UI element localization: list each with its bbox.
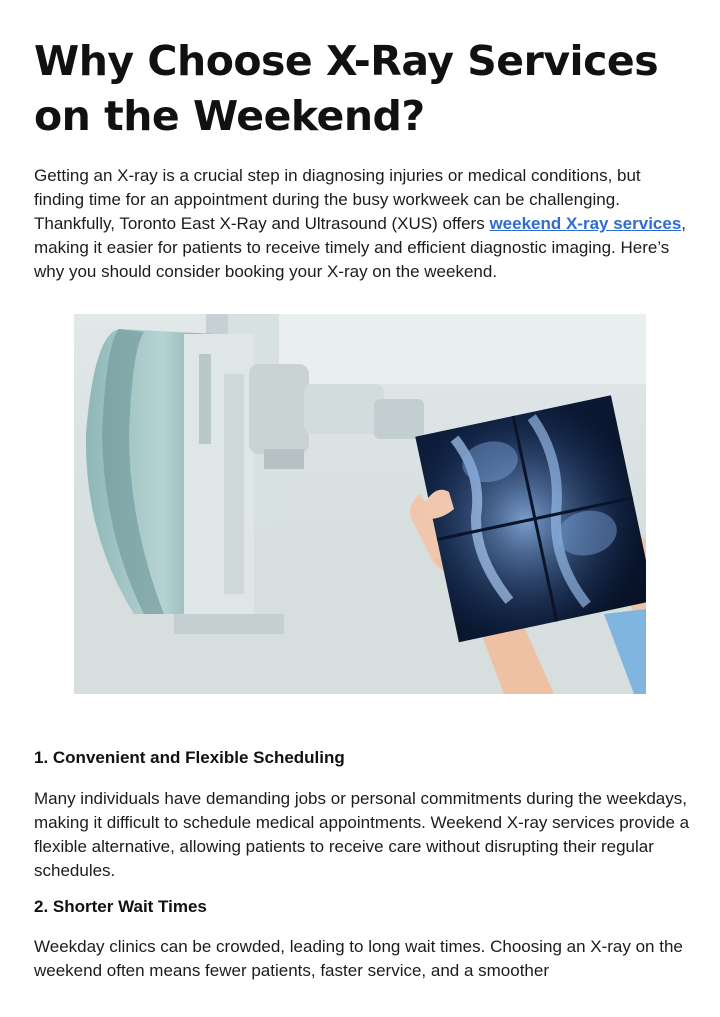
intro-text-after-link: , making it easier for patients to receive timely and efficient diagnostic imaging. Here’s why you should consider booking your X-ray on the weekend. (34, 214, 687, 281)
intro-text-before-link: Getting an X-ray is a crucial step in diagnosing injuries or medical conditions, but finding time for an appointment during the busy workweek can be challenging. Thankfully, Toronto East X-Ray and Ultrasound (XUS) offers (34, 166, 641, 233)
weekend-xray-services-link[interactable]: weekend X-ray services (489, 214, 682, 233)
section-heading-convenient-scheduling: 1. Convenient and Flexible Scheduling (34, 748, 345, 767)
page-title: Why Choose X-Ray Services on the Weekend? (34, 37, 659, 140)
section-heading-shorter-wait-times: 2. Shorter Wait Times (34, 897, 207, 916)
section-body-convenient-scheduling: Many individuals have demanding jobs or personal commitments during the weekdays, making it difficult to schedule medical appointments. Weekend X-ray services provide a flexible alternative, allowing patients to receive care without disrupting their regular schedules. (34, 789, 690, 880)
section-body-shorter-wait-times: Weekday clinics can be crowded, leading to long wait times. Choosing an X-ray on the weekend often means fewer patients, faster service, and a smoother (34, 937, 683, 980)
xray-room-photo (74, 314, 646, 694)
intro-paragraph (34, 164, 694, 284)
article (34, 34, 694, 284)
